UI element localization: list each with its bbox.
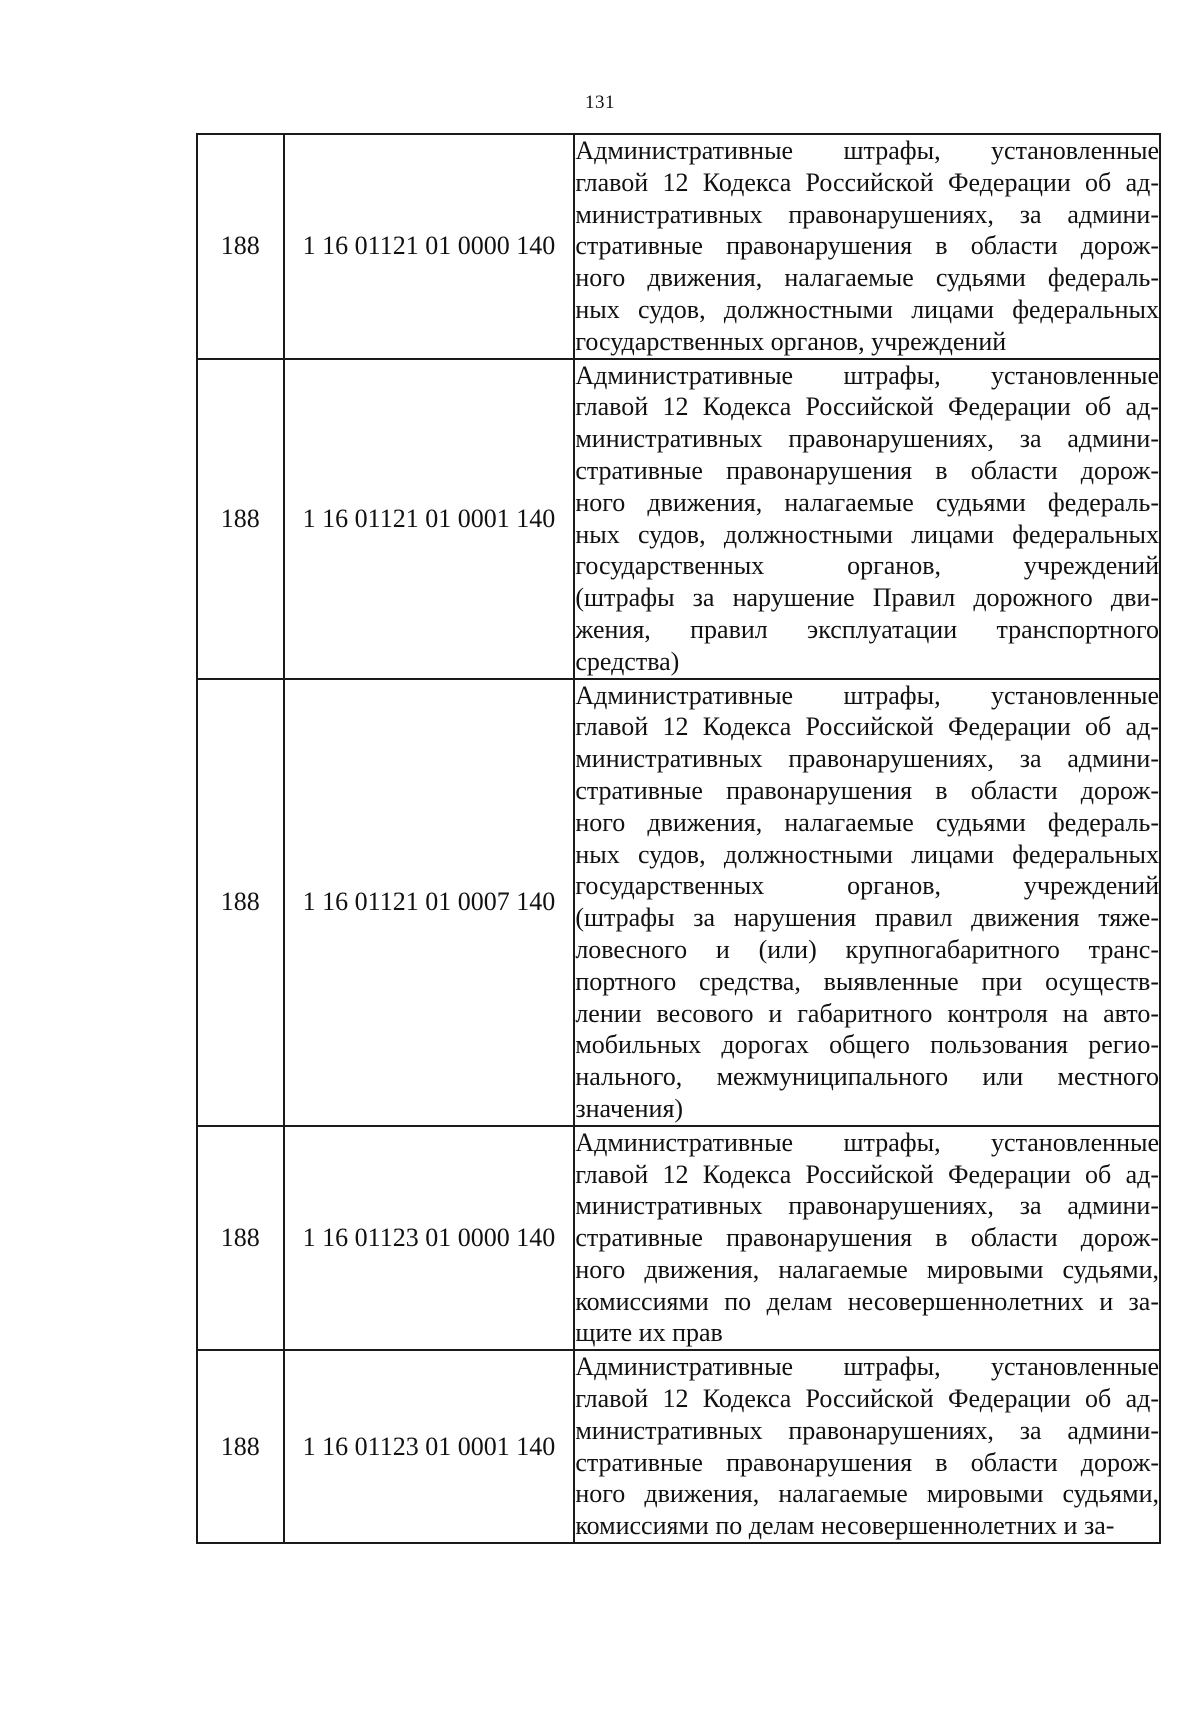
admin-code-cell: 188	[197, 1126, 284, 1351]
description-line: Административные штрафы, установленные	[575, 1127, 1159, 1157]
description-line: ного движения, налагаемые мировыми судьями,	[575, 1479, 1159, 1509]
table-row	[197, 134, 1160, 359]
description-line: главой 12 Кодекса Российской Федерации об ад-	[575, 1384, 1159, 1414]
table-row	[197, 679, 1160, 1126]
description-line: мобильных дорогах общего пользования регио-	[575, 1030, 1159, 1060]
description-line: Административные штрафы, установленные	[575, 1352, 1159, 1382]
description-line: щите их прав	[575, 1318, 723, 1348]
description-cell	[574, 1350, 1160, 1543]
description-line: Административные штрафы, установленные	[575, 136, 1159, 165]
budget-classification-code-cell: 1 16 01121 01 0000 140	[284, 134, 575, 359]
description-line: ного движения, налагаемые судьями федераль-	[575, 487, 1159, 517]
description-line: лении весового и габаритного контроля на авто-	[575, 998, 1159, 1028]
budget-codes-table	[196, 133, 1161, 1544]
table-row	[197, 359, 1160, 679]
description-line: (штрафы за нарушение Правил дорожного дви-	[575, 583, 1159, 613]
description-line: государственных органов, учреждений	[575, 326, 1007, 356]
description-line: ных судов, должностными лицами федеральных	[575, 839, 1159, 869]
description-line: ловесного и (или) крупногабаритного транс-	[575, 934, 1159, 964]
budget-classification-code-cell: 1 16 01123 01 0001 140	[284, 1350, 575, 1543]
description-cell	[574, 359, 1160, 679]
page-number: 131	[585, 92, 615, 113]
description-line: жения, правил эксплуатации транспортного	[575, 614, 1159, 644]
description-line: министративных правонарушениях, за админи-	[575, 1415, 1159, 1445]
description-line: ных судов, должностными лицами федеральных	[575, 294, 1159, 324]
admin-code-cell: 188	[197, 1350, 284, 1543]
description-line: главой 12 Кодекса Российской Федерации об ад-	[575, 167, 1159, 197]
description-line: министративных правонарушениях, за админи-	[575, 199, 1159, 229]
description-line: главой 12 Кодекса Российской Федерации об ад-	[575, 392, 1159, 422]
budget-classification-code-cell: 1 16 01121 01 0007 140	[284, 679, 575, 1126]
description-line: министративных правонарушениях, за админи-	[575, 1191, 1159, 1221]
description-cell	[574, 134, 1160, 359]
description-line: (штрафы за нарушения правил движения тяже-	[575, 903, 1159, 933]
description-line: государственных органов, учреждений	[575, 871, 1159, 901]
description-cell	[574, 679, 1160, 1126]
admin-code-cell: 188	[197, 359, 284, 679]
description-cell	[574, 1126, 1160, 1351]
description-line: Административные штрафы, установленные	[575, 680, 1159, 710]
description-line: министративных правонарушениях, за админи-	[575, 744, 1159, 774]
description-line: комиссиями по делам несовершеннолетних и за-	[575, 1286, 1159, 1316]
description-line: главой 12 Кодекса Российской Федерации об ад-	[575, 712, 1159, 742]
description-line: ных судов, должностными лицами федеральных	[575, 519, 1159, 549]
table-body	[197, 134, 1160, 1543]
budget-classification-code-cell: 1 16 01123 01 0000 140	[284, 1126, 575, 1351]
admin-code-cell: 188	[197, 134, 284, 359]
description-line: комиссиями по делам несовершеннолетних и за-	[575, 1511, 1115, 1541]
description-line: стративные правонарушения в области дорож-	[575, 775, 1159, 805]
description-line: ного движения, налагаемые мировыми судьями,	[575, 1254, 1159, 1284]
description-line: стративные правонарушения в области дорож-	[575, 455, 1159, 485]
description-line: стративные правонарушения в области дорож-	[575, 231, 1159, 261]
description-line: средства)	[575, 646, 680, 676]
description-line: главой 12 Кодекса Российской Федерации об ад-	[575, 1159, 1159, 1189]
description-line: стративные правонарушения в области дорож-	[575, 1447, 1159, 1477]
description-line: министративных правонарушениях, за админи-	[575, 424, 1159, 454]
budget-classification-code-cell: 1 16 01121 01 0001 140	[284, 359, 575, 679]
admin-code-cell: 188	[197, 679, 284, 1126]
description-line: портного средства, выявленные при осуществ-	[575, 966, 1159, 996]
table-row	[197, 1126, 1160, 1351]
description-line: значения)	[575, 1093, 684, 1123]
description-line: ного движения, налагаемые судьями федераль-	[575, 807, 1159, 837]
description-line: ного движения, налагаемые судьями федераль-	[575, 263, 1159, 293]
description-line: Административные штрафы, установленные	[575, 360, 1159, 390]
description-line: стративные правонарушения в области дорож-	[575, 1223, 1159, 1253]
description-line: нального, межмуниципального или местного	[575, 1062, 1159, 1092]
description-line: государственных органов, учреждений	[575, 551, 1159, 581]
table-row	[197, 1350, 1160, 1543]
